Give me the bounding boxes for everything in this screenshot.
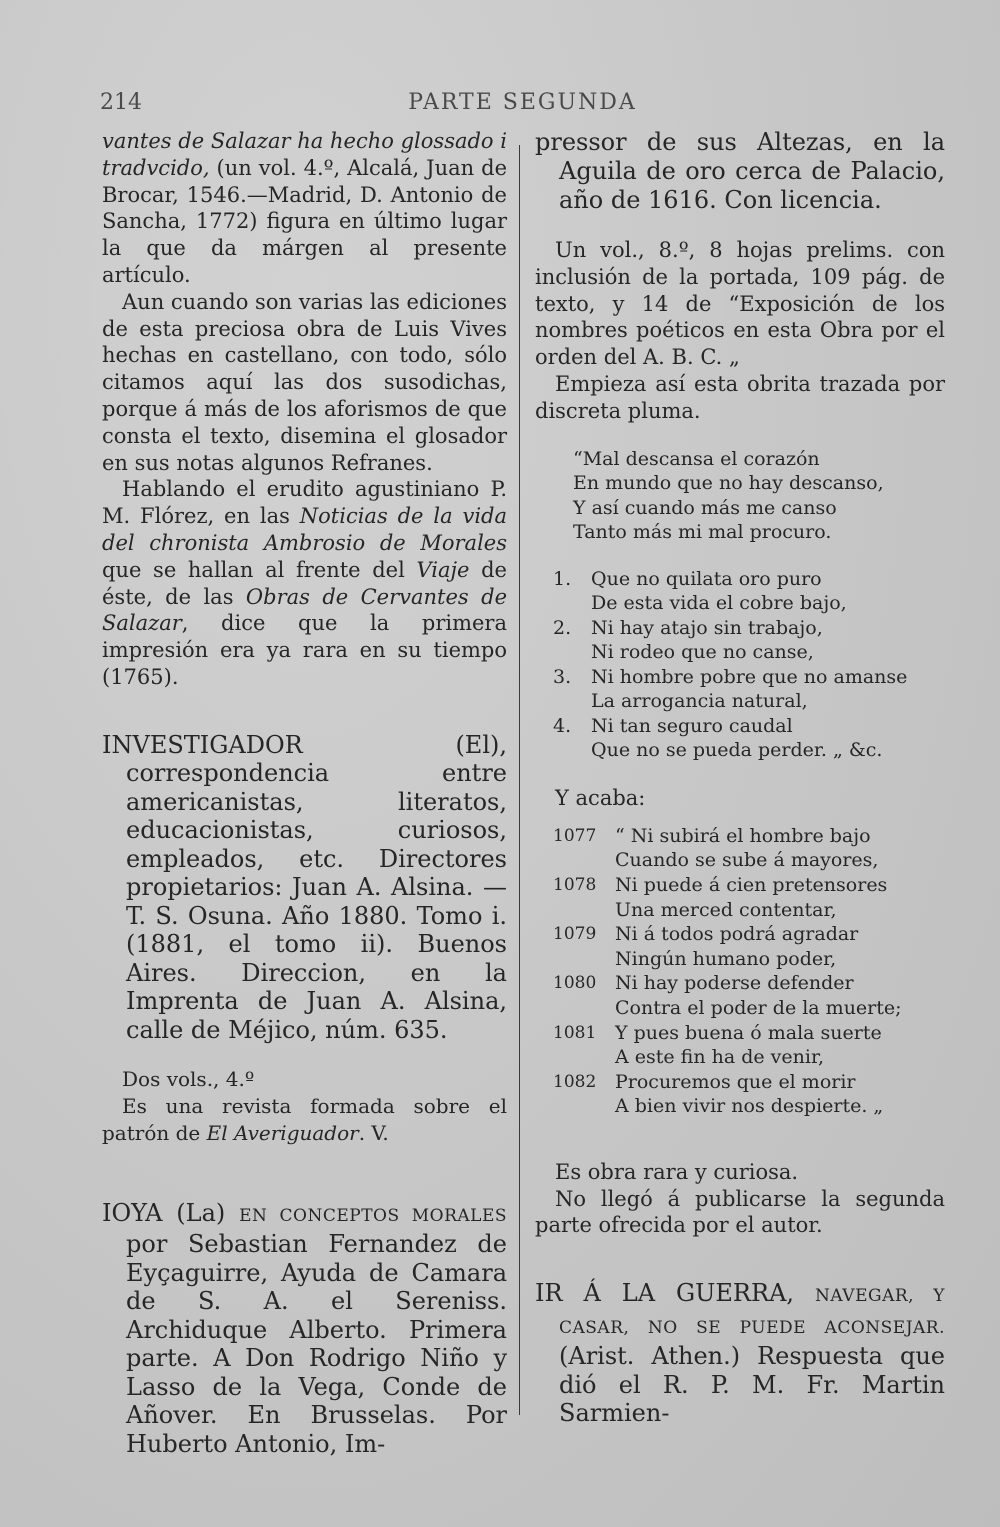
verse-number: 2. — [553, 616, 572, 639]
verse-line: Ni puede á cien pretensores — [615, 873, 888, 896]
verse-line: La arrogancia natural, — [591, 690, 808, 713]
verse-line: Cuando se sube á mayores, — [615, 849, 879, 872]
verse-number: 1080 — [553, 973, 597, 994]
poem-line: En mundo que no hay descanso, — [573, 472, 884, 495]
verse-line: Procuremos que el morir — [615, 1070, 856, 1093]
entry-ir-a-la-guerra: IR Á LA GUERRA, NAVEGAR, Y CASAR, NO SE PUEDE ACONSEJAR. (Arist. Athen.) Respuesta que dió el R. P. M. Fr. Martin Sarmien- — [535, 1279, 946, 1428]
verse-number: 3. — [553, 665, 572, 688]
entry-ioya: IOYA (La) EN CONCEPTOS MORALES por Sebastian Fernandez de Eyçaguirre, Ayuda de Camara de S. A. el Sereniss. Archiduque Alberto. Primera parte. A Don Rodrigo Niño y Lasso de la Vega, Conde de Añover. En Brusselas. Por Huberto Antonio, Im- — [102, 1198, 507, 1458]
entry-investigador-format: Dos vols., 4.º — [122, 1067, 255, 1092]
rarity-note: Es obra rara y curiosa. — [555, 1159, 799, 1184]
entry-investigador-desc: Es una revista formada sobre el patrón de El Averiguador. V. — [102, 1094, 507, 1145]
verse-line: A bien vivir nos despierte. „ — [615, 1095, 884, 1118]
verse-line: Que no quilata oro puro — [591, 567, 822, 590]
right-column — [535, 128, 945, 1428]
verse-line: Ni rodeo que no canse, — [591, 641, 814, 664]
running-title: PARTE SEGUNDA — [408, 90, 637, 115]
verse-number: 1077 — [553, 825, 597, 846]
poem-line: “Mal descansa el corazón — [573, 447, 820, 470]
verse-line: Ni á todos podrá agradar — [615, 923, 859, 946]
verse-line: Ni hay poderse defender — [615, 972, 854, 995]
poem-line: Tanto más mi mal procuro. — [573, 521, 832, 544]
verse-line: Ni hay atajo sin trabajo, — [591, 616, 823, 639]
entry-investigador: INVESTIGADOR (El), correspondencia entre americanistas, literatos, educacionistas, curiosos, empleados, etc. Directores propietarios: Juan A. Alsina. — T. S. Osuna. Año 1880. Tomo i. (1881, el tomo ii). Buenos Aires. Direccion, en la Imprenta de Juan A. Alsina, calle de Méjico, núm. 635. — [102, 730, 507, 1044]
numbered-verses — [535, 567, 945, 763]
final-verses — [535, 824, 945, 1119]
ending-intro: Y acaba: — [555, 785, 646, 810]
page-header — [100, 90, 945, 120]
poem-opening — [573, 447, 945, 545]
second-part-note: No llegó á publicarse la segunda parte ofrecida por el autor. — [535, 1186, 945, 1238]
verse-number: 1082 — [553, 1071, 597, 1092]
verse-number: 1081 — [553, 1022, 597, 1043]
left-column — [102, 128, 507, 1458]
paragraph-florez: Hablando el erudito agustiniano P. M. Flórez, en las Noticias de la vida del chronista Ambrosio de Morales que se hallan al frente del Viaje de éste, de las Obras de Cervantes de Salazar, dice que la primera impresión era ya rara en su tiempo (1765). — [102, 477, 508, 689]
verse-line: “ Ni subirá el hombre bajo — [615, 824, 871, 847]
verse-number: 4. — [553, 714, 572, 737]
page-number: 214 — [100, 90, 142, 115]
verse-number: 1. — [553, 567, 572, 590]
entry-ioya-desc: Un vol., 8.º, 8 hojas prelims. con inclusión de la portada, 109 pág. de texto, y 14 de “Exposición de los nombres poéticos en esta Obra por el orden del A. B. C. „ — [535, 238, 945, 370]
entry-ioya-begin: Empieza así esta obrita trazada por discreta pluma. — [535, 371, 945, 423]
verse-line: Ningún humano poder, — [615, 947, 837, 970]
poem-line: Y así cuando más me canso — [573, 496, 837, 519]
verse-line: Y pues buena ó mala suerte — [615, 1021, 882, 1044]
verse-number: 1079 — [553, 924, 597, 945]
paragraph-vives: Aun cuando son varias las ediciones de esta preciosa obra de Luis Vives hechas en castellano, con todo, sólo citamos aquí las dos susodichas, porque á más de los aforismos de que consta el texto, disemina el glosador en sus notas algunos Refranes. — [102, 289, 507, 475]
verse-line: De esta vida el cobre bajo, — [591, 592, 847, 615]
verse-line: Que no se pueda perder. „ &c. — [591, 739, 883, 762]
paragraph-continuation: vantes de Salazar ha hecho glossado i tradvcido, (un vol. 4.º, Alcalá, Juan de Brocar, 1546.—Madrid, D. Antonio de Sancha, 1772) figura en último lugar la que da márgen al presente artículo. — [102, 129, 507, 287]
verse-line: A este fin ha de venir, — [615, 1046, 824, 1069]
verse-line: Una merced contentar, — [615, 898, 837, 921]
column-divider — [519, 145, 520, 1415]
verse-number: 1078 — [553, 874, 597, 895]
verse-line: Ni hombre pobre que no amanse — [591, 665, 908, 688]
verse-line: Contra el poder de la muerte; — [615, 996, 902, 1019]
entry-ioya-continuation: pressor de sus Altezas, en la Aguila de oro cerca de Palacio, año de 1616. Con licencia. — [535, 128, 945, 214]
verse-line: Ni tan seguro caudal — [591, 714, 793, 737]
